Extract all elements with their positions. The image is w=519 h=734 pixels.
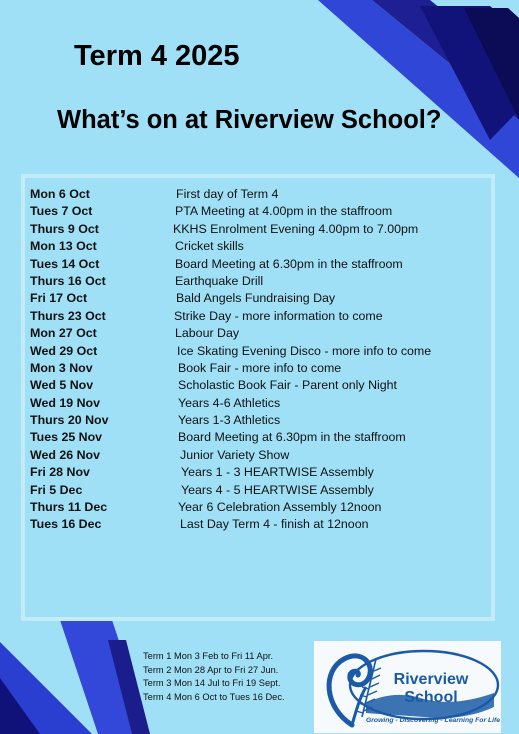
list-item [30, 238, 500, 255]
event-description: Years 4 - 5 HEARTWISE Assembly [181, 482, 374, 497]
event-date: Fri 5 Dec [30, 482, 83, 497]
event-description: Book Fair - more info to come [178, 360, 342, 375]
event-description: Scholastic Book Fair - Parent only Night [178, 378, 397, 393]
logo-tagline: Growing - Discovering - Learning For Life [366, 717, 501, 724]
event-date: Fri 17 Oct [30, 291, 88, 306]
event-date: Tues 14 Oct [30, 256, 100, 271]
term-date-line: Term 2 Mon 28 Apr to Fri 27 Jun. [143, 664, 279, 675]
event-description: Board Meeting at 6.30pm in the staffroom [175, 256, 403, 271]
list-item [30, 482, 500, 499]
list-item [30, 186, 500, 203]
logo-line-1: Riverview [393, 671, 469, 688]
event-date: Thurs 16 Oct [30, 273, 106, 288]
event-date: Mon 6 Oct [30, 187, 90, 201]
event-date: Mon 27 Oct [30, 326, 97, 341]
event-description: PTA Meeting at 4.00pm in the staffroom [175, 204, 393, 219]
list-item [30, 221, 500, 238]
event-date: Thurs 11 Dec [30, 500, 108, 515]
list-item [30, 290, 500, 307]
event-description: First day of Term 4 [176, 187, 279, 201]
event-description: Years 1 - 3 HEARTWISE Assembly [181, 465, 374, 480]
term-dates [143, 650, 285, 704]
event-date: Mon 3 Nov [30, 360, 93, 375]
event-description: Bald Angels Fundraising Day [176, 291, 336, 306]
list-item [30, 343, 500, 360]
event-description: Junior Variety Show [180, 447, 290, 462]
list-item [30, 308, 500, 325]
term-date-line: Term 1 Mon 3 Feb to Fri 11 Apr. [143, 651, 274, 661]
term-date-line: Term 4 Mon 6 Oct to Tues 16 Dec. [143, 691, 285, 702]
event-description: Cricket skills [175, 239, 244, 254]
event-date: Thurs 20 Nov [30, 413, 109, 428]
event-description: Ice Skating Evening Disco - more info to come [177, 343, 432, 358]
event-description: Last Day Term 4 - finish at 12noon [180, 517, 369, 532]
logo-text [388, 671, 474, 707]
event-date: Tues 16 Dec [30, 517, 102, 532]
page-title: Term 4 2025 [74, 40, 240, 72]
list-item [30, 377, 500, 394]
term-date-line: Term 3 Mon 14 Jul to Fri 19 Sept. [143, 678, 281, 689]
list-item [30, 412, 500, 429]
list-item [30, 464, 500, 481]
list-item [30, 203, 500, 220]
list-item [30, 325, 500, 342]
event-date: Thurs 9 Oct [30, 221, 99, 236]
event-date: Thurs 23 Oct [30, 308, 106, 323]
event-date: Mon 13 Oct [30, 239, 97, 254]
event-description: Years 1-3 Athletics [178, 413, 281, 428]
event-date: Tues 7 Oct [30, 204, 93, 219]
list-item [30, 516, 500, 533]
list-item [30, 360, 500, 377]
events-list [30, 186, 500, 534]
event-description: Strike Day - more information to come [174, 308, 383, 323]
event-date: Wed 19 Nov [30, 395, 101, 410]
event-description: Earthquake Drill [175, 273, 264, 288]
event-date: Wed 5 Nov [30, 378, 94, 393]
event-date: Wed 26 Nov [30, 447, 101, 462]
logo-line-2: School [404, 689, 458, 706]
event-description: KKHS Enrolment Evening 4.00pm to 7.00pm [173, 221, 419, 236]
list-item [30, 447, 500, 464]
event-description: Board Meeting at 6.30pm in the staffroom [178, 430, 406, 445]
list-item [30, 256, 500, 273]
event-date: Wed 29 Oct [30, 343, 98, 358]
event-date: Tues 25 Nov [30, 430, 103, 445]
list-item [30, 273, 500, 290]
list-item [30, 395, 500, 412]
school-logo [314, 641, 501, 733]
list-item [30, 499, 500, 516]
event-description: Years 4-6 Athletics [178, 395, 281, 410]
page-subtitle: What’s on at Riverview School? [57, 106, 442, 134]
event-description: Labour Day [175, 326, 240, 341]
event-date: Fri 28 Nov [30, 465, 90, 480]
event-description: Year 6 Celebration Assembly 12noon [178, 500, 382, 515]
list-item [30, 429, 500, 446]
